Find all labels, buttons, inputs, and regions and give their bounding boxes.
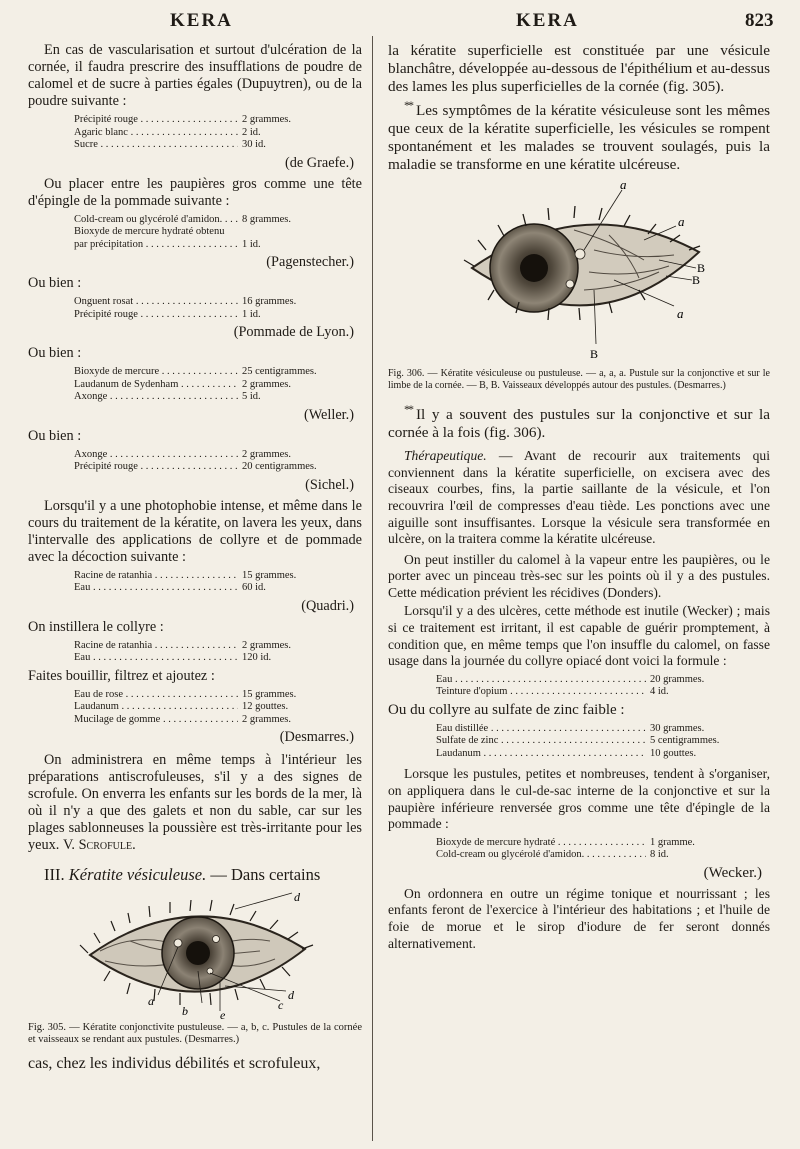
recipe-ingredient (74, 582, 362, 595)
paragraph: Lorsque les pustules, petites et nombreuses, tendent à s'organiser, on appliquera dans le cul-de-sac interne de la conjonctive et sur la paupière inférieure renversée gros comme une tête d'épingle de la pommade : (388, 766, 770, 832)
ingredient-quantity: 1 id. (242, 308, 261, 320)
ingredient-name: Sulfate de zinc . . . (436, 735, 646, 748)
fig305-label-e: e (220, 1008, 226, 1019)
ingredient-quantity: 60 id. (242, 582, 266, 593)
ingredient-quantity: 30 id. (242, 139, 266, 150)
recipe-ingredient (74, 379, 362, 392)
alternative-heading: Ou bien : (28, 345, 82, 361)
section-title: Kératite vésiculeuse. (68, 865, 207, 884)
paragraph (388, 96, 770, 174)
ingredient-quantity: 2 grammes. (242, 378, 291, 390)
ingredient-name: Eau . . . (74, 582, 238, 595)
instruction-line: Ou du collyre au sulfate de zinc faible : (388, 701, 625, 718)
section-lead: — Dans certains (210, 865, 321, 884)
recipe-list (28, 214, 362, 252)
fig305-label-d1: d (294, 891, 300, 904)
recipe-ingredient (436, 849, 770, 862)
fig306-label-B2: B (692, 273, 701, 288)
recipe-ingredient (436, 723, 770, 736)
recipe-author: (Weller.) (303, 406, 354, 423)
section-heading (28, 864, 362, 885)
ingredient-name: Teinture d'opium . . . (436, 686, 646, 699)
paragraph-text: On administrera en même temps à l'intérieur les préparations antiscrofuleuses, s'il y a des signes de scrofule. On enverra les enfants sur les bords de la mer, là où il n'y a que des galets et non du sable, car sur les plages sablonneuses la poussière est très-irritante pour les yeux. (28, 752, 362, 853)
recipe-author: (Wecker.) (703, 864, 762, 881)
ingredient-name: Laudanum de Sydenham . . . (74, 379, 238, 392)
recipe-list (28, 296, 362, 321)
recipe-list (28, 640, 362, 665)
ingredient-quantity: 15 grammes. (242, 569, 297, 581)
recipe-ingredient (74, 570, 362, 583)
section-number: III. (44, 865, 65, 884)
recipe-ingredient (74, 689, 362, 702)
recipe-author: (Desmarres.) (279, 729, 354, 745)
fig306-label-a1: a (620, 180, 627, 193)
ingredient-name: Mucilage de gomme . . . (74, 714, 238, 727)
ingredient-quantity: 1 gramme. (650, 836, 695, 848)
asterism: ** (404, 402, 412, 417)
asterism: ** (404, 98, 412, 112)
recipe-ingredient (74, 449, 362, 462)
ingredient-name: Bioxyde de mercure hydraté obtenu (74, 226, 225, 237)
ingredient-quantity: 120 id. (242, 652, 272, 663)
recipe-ingredient (74, 239, 362, 252)
alternative-heading: Ou bien : (28, 275, 82, 291)
ingredient-quantity (238, 226, 362, 239)
recipe-ingredient (74, 309, 362, 322)
paragraph: la kératite superficielle est constituée par une vésicule blanchâtre, développée au-dessous de l'épithélium et au-dessus des lames les plus superficielles de la cornée (fig. 305). (388, 42, 770, 95)
recipe-ingredient (74, 127, 362, 140)
ingredient-name: Eau . . . (436, 674, 646, 687)
recipe-ingredient (436, 748, 770, 761)
paragraph (388, 400, 770, 442)
alternative-heading: Ou bien : (28, 427, 82, 444)
page-number: 823 (745, 10, 774, 31)
recipe-ingredient (74, 652, 362, 665)
recipe-ingredient (74, 461, 362, 474)
recipe-ingredient (74, 139, 362, 152)
figure-caption-306: Fig. 306. — Kératite vésiculeuse ou pustuleuse. — a, a, a. Pustule sur la conjonctive et sur le limbe de la cornée. — B, B. Vaisseaux développés autour des pustules. (Desmarres.) (388, 368, 770, 392)
ingredient-quantity: 2 grammes. (242, 448, 291, 460)
ingredient-name: Eau distillée . . . (436, 723, 646, 736)
paragraph: cas, chez les individus débilités et scrofuleux, (28, 1055, 321, 1072)
ingredient-quantity: 16 grammes. (242, 296, 297, 307)
ingredient-quantity: 2 grammes. (242, 639, 291, 651)
recipe-ingredient (74, 366, 362, 379)
fig305-label-b2: c (278, 998, 284, 1012)
fig306-label-a2: a (678, 214, 685, 230)
recipe-ingredient (74, 640, 362, 653)
ingredient-quantity: 25 centigrammes. (242, 366, 317, 377)
recipe-list (388, 723, 770, 761)
figure-caption-305: Fig. 305. — Kératite conjonctivite pustuleuse. — a, b, c. Pustules de la cornée et vaisseaux se rendant aux pustules. (Desmarres.) (28, 1022, 362, 1045)
cross-reference: V. Scrofule. (62, 837, 136, 853)
ingredient-quantity: 2 id. (242, 126, 261, 138)
recipe-ingredient (74, 714, 362, 727)
ingredient-name: Axonge . . . (74, 391, 238, 404)
instruction-line: Faites bouillir, filtrez et ajoutez : (28, 667, 215, 684)
recipe-list (28, 689, 362, 727)
recipe-author: (Pagenstecher.) (266, 254, 354, 270)
ingredient-quantity: 20 grammes. (650, 673, 705, 685)
right-column (388, 42, 770, 952)
ingredient-quantity: 15 grammes. (242, 688, 297, 700)
eye-illustration-306 (434, 180, 724, 365)
column-divider (372, 36, 373, 1141)
recipe-author: (Sichel.) (305, 476, 354, 493)
ingredient-quantity: 8 id. (650, 849, 669, 861)
ingredient-name: Racine de ratanhia . . . (74, 570, 238, 583)
paragraph-text: — Avant de recourir aux traitements qui conviennent dans la kératite superficielle, on excisera avec des ciseaux courbes, fins, la partie saillante de la vésicule, et l'on recouvrira l'œil de compresses d'eau tiède. Les ponctions avec une aiguille sont insuffisantes. Lorsque la vésicule sera transformée en ulcère, on la traitera comme la kératite ulcéreuse. (388, 448, 771, 547)
ingredient-name: Laudanum . . . (436, 748, 646, 761)
ingredient-name: Bioxyde de mercure hydraté . . . (436, 837, 646, 850)
recipe-author: (de Graefe.) (284, 154, 354, 171)
ingredient-quantity: 2 grammes. (242, 114, 291, 125)
fig306-label-a3: a (677, 306, 684, 322)
ingredient-quantity: 8 grammes. (242, 213, 291, 225)
figure-306 (434, 180, 724, 365)
ingredient-name: Cold-cream ou glycérolé d'amidon. . . . (436, 849, 646, 862)
recipe-list (388, 837, 770, 862)
ingredient-name: Agaric blanc . . . (74, 127, 238, 140)
recipe-list (388, 674, 770, 699)
left-column (28, 42, 362, 1074)
ingredient-name: Axonge . . . (74, 449, 238, 462)
recipe-author: (Pommade de Lyon.) (233, 324, 354, 340)
ingredient-name: Bioxyde de mercure . . . (74, 366, 238, 379)
ingredient-name: Cold-cream ou glycérolé d'amidon. . . . (74, 214, 238, 227)
header-left-title: KERA (170, 10, 233, 31)
fig305-label-d2: d (288, 988, 294, 1002)
ingredient-quantity: 30 grammes. (650, 722, 705, 734)
running-header (0, 6, 800, 36)
recipe-ingredient (74, 296, 362, 309)
recipe-ingredient (74, 391, 362, 404)
ingredient-name: Eau de rose . . . (74, 689, 238, 702)
ingredient-quantity: 12 gouttes. (242, 701, 289, 712)
header-right-title: KERA (516, 10, 579, 31)
paragraph: En cas de vascularisation et surtout d'ulcération de la cornée, il faudra prescrire des insufflations de poudre de calomel et de sucre à parties égales (Dupuytren), ou de la poudre suivante : (28, 42, 362, 109)
paragraph-text: Les symptômes de la kératite vésiculeuse sont les mêmes que ceux de la kératite superficielle, les vésicules se rompent spontanément et les malades se trouvent soulagés, puis la maladie se transforme en une kératite ulcéreuse. (388, 102, 770, 174)
ingredient-name: Eau . . . (74, 652, 238, 665)
recipe-list (28, 366, 362, 404)
paragraph: Lorsqu'il y a une photophobie intense, et même dans le cours du traitement de la kératite, on lavera les yeux, dans l'intervalle des applications de collyre et de pommade avec la décoction suivante : (28, 497, 362, 565)
ingredient-quantity: 1 id. (242, 238, 261, 250)
ingredient-name: Onguent rosat . . . (74, 296, 238, 309)
ingredient-quantity: 5 centigrammes. (650, 735, 720, 747)
paragraph (388, 448, 770, 548)
fig306-label-B1: B (697, 261, 706, 276)
ingredient-name: Sucre . . . (74, 139, 238, 152)
paragraph-lead: Thérapeutique. (404, 448, 487, 464)
ingredient-quantity: 20 centigrammes. (242, 461, 317, 472)
recipe-ingredient (436, 674, 770, 687)
fig305-label-b1: b (182, 1004, 188, 1018)
figure-305 (70, 891, 320, 1019)
paragraph: Lorsqu'il y a des ulcères, cette méthode est inutile (Wecker) ; mais si ce traitement est irritant, il est capable de guérir promptement, à condition que, en même temps que l'on insuffle du calomel, on fasse usage dans la journée du collyre opiacé dont voici la formule : (388, 603, 770, 669)
recipe-ingredient (74, 701, 362, 714)
eye-illustration-305 (70, 891, 320, 1019)
paragraph: On ordonnera en outre un régime tonique et nourrissant ; les enfants feront de l'exercice à l'intérieur des habitations ; et l'huile de foie de morue et le sirop d'iodure de fer seront donnés alternativement. (388, 885, 770, 951)
paragraph: Ou placer entre les paupières gros comme une tête d'épingle de la pommade suivante : (28, 175, 362, 209)
ingredient-quantity: 10 gouttes. (650, 747, 697, 759)
paragraph: On peut instiller du calomel à la vapeur entre les paupières, ou le porter avec un pinceau très-sec sur les points où il y a des pustules. Cette médication prévient les récidives (Donders). (388, 551, 770, 600)
recipe-ingredient (74, 114, 362, 127)
recipe-list (28, 114, 362, 152)
recipe-ingredient (436, 735, 770, 748)
recipe-ingredient (436, 837, 770, 850)
paragraph (28, 752, 362, 854)
ingredient-quantity: 5 id. (242, 391, 261, 402)
instruction-line: On instillera le collyre : (28, 618, 164, 635)
ingredient-name: par précipitation . . . (74, 239, 238, 252)
ingredient-name: Laudanum . . . (74, 701, 238, 714)
fig306-label-B3: B (590, 347, 599, 362)
ingredient-name: Précipité rouge . . . (74, 461, 238, 474)
ingredient-name: Racine de ratanhia . . . (74, 640, 238, 653)
recipe-author: (Quadri.) (301, 597, 354, 614)
ingredient-quantity: 2 grammes. (242, 713, 291, 725)
ingredient-name: Précipité rouge . . . (74, 309, 238, 322)
ingredient-quantity: 4 id. (650, 686, 669, 698)
recipe-ingredient (74, 226, 362, 239)
recipe-list (28, 570, 362, 595)
paragraph-text: Il y a souvent des pustules sur la conjonctive et sur la cornée à la fois (fig. 306). (388, 406, 770, 442)
recipe-ingredient (74, 214, 362, 227)
fig305-label-a: a (148, 994, 154, 1008)
ingredient-name: Précipité rouge . . . (74, 114, 238, 127)
recipe-ingredient (436, 686, 770, 699)
recipe-list (28, 449, 362, 474)
